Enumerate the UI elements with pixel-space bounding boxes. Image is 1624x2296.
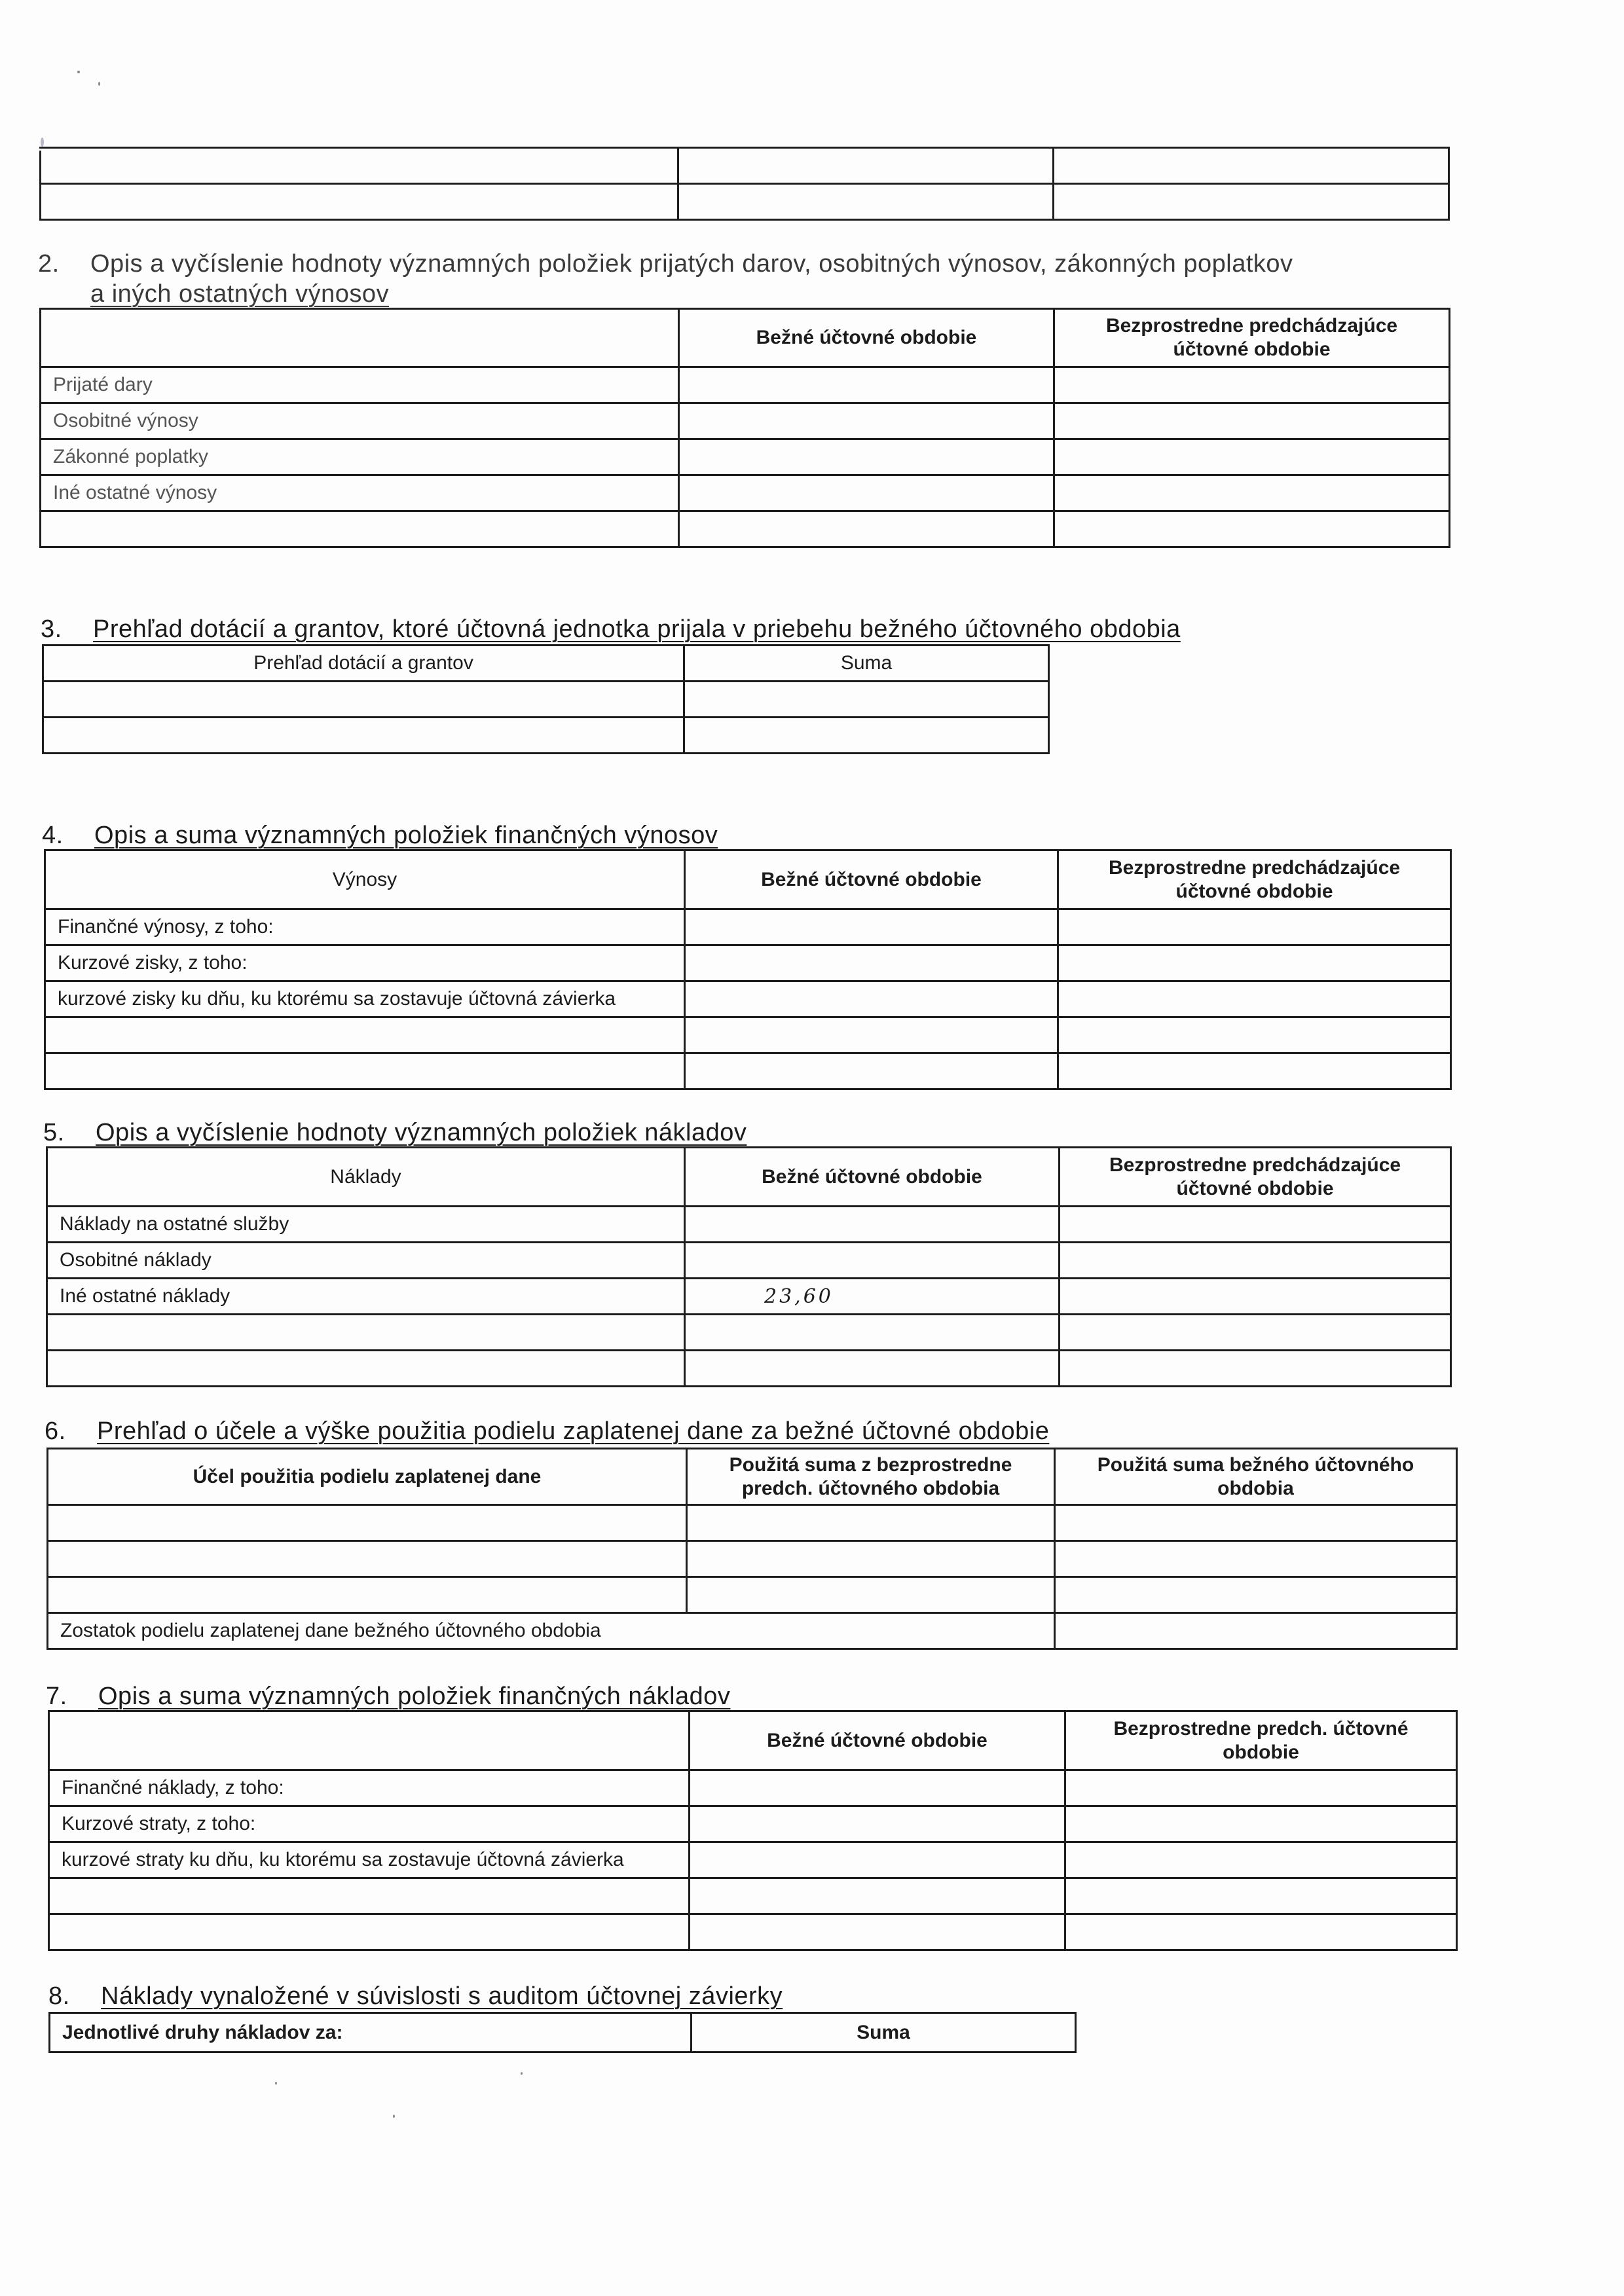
previous-period-cell[interactable] — [1058, 981, 1451, 1017]
previous-period-cell[interactable] — [1065, 1914, 1457, 1950]
top-continuation-table — [39, 147, 1450, 221]
scan-speck — [41, 137, 44, 147]
section-3-table — [42, 644, 1050, 754]
section-title: Opis a suma významných položiek finančných výnosov — [94, 822, 718, 849]
section-3-heading — [41, 615, 1181, 644]
previous-period-cell[interactable] — [1054, 367, 1450, 403]
current-period-cell[interactable] — [679, 439, 1054, 475]
previous-period-cell[interactable] — [1060, 1351, 1451, 1387]
column-header — [41, 309, 679, 367]
column-header: Prehľad dotácií a grantov — [43, 646, 684, 682]
current-period-cell[interactable] — [679, 403, 1054, 439]
column-header: Účel použitia podielu zaplatenej dane — [48, 1449, 687, 1505]
curr-sum-cell[interactable] — [1055, 1541, 1457, 1577]
section-8-table — [48, 2012, 1077, 2053]
previous-period-cell[interactable] — [1054, 511, 1450, 547]
current-period-cell[interactable] — [685, 1053, 1058, 1089]
current-period-cell[interactable] — [685, 1017, 1058, 1053]
grant-name-cell[interactable] — [43, 682, 684, 718]
previous-period-cell[interactable] — [1054, 439, 1450, 475]
column-header: Suma — [692, 2013, 1076, 2052]
section-2-heading-line2 — [90, 280, 389, 308]
grant-sum-cell[interactable] — [684, 682, 1049, 718]
column-header: Bežné účtovné obdobie — [690, 1711, 1065, 1770]
grant-name-cell[interactable] — [43, 718, 684, 754]
column-header: Bezprostredne predchádzajúce účtovné obdobie — [1060, 1148, 1451, 1207]
current-period-cell[interactable] — [690, 1806, 1065, 1842]
section-title: Prehľad o účele a výške použitia podielu zaplatenej dane za bežné účtovné obdobie — [97, 1417, 1050, 1445]
row-label[interactable] — [47, 1351, 685, 1387]
scan-speck — [275, 2082, 277, 2085]
remaining-tax-share-value[interactable] — [1055, 1613, 1457, 1649]
section-6-table — [46, 1448, 1458, 1650]
previous-period-cell[interactable] — [1065, 1770, 1457, 1806]
current-period-cell[interactable] — [690, 1878, 1065, 1914]
column-header: Suma — [684, 646, 1049, 682]
previous-period-cell[interactable] — [1065, 1878, 1457, 1914]
cell[interactable] — [1053, 148, 1449, 184]
previous-period-cell[interactable] — [1060, 1207, 1451, 1243]
column-header: Bežné účtovné obdobie — [685, 1148, 1060, 1207]
section-title: Opis a vyčíslenie hodnoty významných položiek prijatých darov, osobitných výnosov, zákonných poplatkov — [90, 250, 1293, 278]
scan-speck — [393, 2115, 395, 2118]
column-header: Použitá suma z bezprostredne predch. účtovného obdobia — [687, 1449, 1055, 1505]
section-title: Opis a vyčíslenie hodnoty významných položiek nákladov — [96, 1119, 747, 1146]
current-period-cell[interactable] — [685, 1207, 1060, 1243]
section-number: 4. — [42, 822, 64, 849]
previous-period-cell[interactable] — [1065, 1842, 1457, 1878]
row-label[interactable] — [47, 1315, 685, 1351]
cell[interactable] — [39, 148, 678, 184]
prev-sum-cell[interactable] — [687, 1541, 1055, 1577]
handwritten-amount[interactable]: 23,60 — [685, 1279, 1060, 1315]
current-period-cell[interactable] — [685, 1243, 1060, 1279]
scan-speck — [98, 82, 100, 86]
row-label[interactable] — [49, 1914, 690, 1950]
current-period-cell[interactable] — [690, 1914, 1065, 1950]
row-label: Kurzové zisky, z toho: — [45, 945, 685, 981]
row-label: Finančné náklady, z toho: — [49, 1770, 690, 1806]
section-number: 8. — [48, 1982, 70, 2010]
current-period-cell[interactable] — [685, 945, 1058, 981]
previous-period-cell[interactable] — [1060, 1243, 1451, 1279]
section-title-line2: a iných ostatných výnosov — [90, 280, 390, 308]
section-title: Náklady vynaložené v súvislosti s auditom účtovnej závierky — [101, 1982, 783, 2010]
section-2-heading — [38, 250, 1293, 278]
purpose-cell[interactable] — [48, 1505, 687, 1541]
row-label: Kurzové straty, z toho: — [49, 1806, 690, 1842]
section-5-table — [46, 1146, 1452, 1387]
section-number: 5. — [43, 1119, 65, 1146]
cell[interactable] — [1053, 184, 1449, 220]
section-number: 3. — [41, 615, 62, 643]
section-4-heading — [42, 822, 718, 850]
purpose-cell[interactable] — [48, 1577, 687, 1613]
previous-period-cell[interactable] — [1058, 1053, 1451, 1089]
previous-period-cell[interactable] — [1058, 909, 1451, 945]
section-number: 6. — [45, 1417, 66, 1445]
cost-types-label: Jednotlivé druhy nákladov za: — [50, 2013, 692, 2052]
section-2-table — [39, 308, 1450, 548]
column-header: Náklady — [47, 1148, 685, 1207]
curr-sum-cell[interactable] — [1055, 1577, 1457, 1613]
previous-period-cell[interactable] — [1058, 1017, 1451, 1053]
section-7-table — [48, 1710, 1458, 1951]
row-label: Finančné výnosy, z toho: — [45, 909, 685, 945]
previous-period-cell[interactable] — [1058, 945, 1451, 981]
previous-period-cell[interactable] — [1054, 475, 1450, 511]
row-label[interactable] — [49, 1878, 690, 1914]
column-header: Bezprostredne predchádzajúce účtovné obdobie — [1058, 850, 1451, 909]
row-label: Náklady na ostatné služby — [47, 1207, 685, 1243]
current-period-cell[interactable] — [685, 1351, 1060, 1387]
scan-speck — [521, 2072, 523, 2075]
section-8-heading — [48, 1982, 783, 2011]
section-number: 2. — [38, 250, 60, 278]
column-header: Bežné účtovné obdobie — [679, 309, 1054, 367]
scan-speck — [77, 71, 80, 73]
prev-sum-cell[interactable] — [687, 1505, 1055, 1541]
cell[interactable] — [678, 148, 1053, 184]
current-period-cell[interactable] — [679, 367, 1054, 403]
curr-sum-cell[interactable] — [1055, 1505, 1457, 1541]
section-7-heading — [46, 1683, 730, 1711]
column-header: Výnosy — [45, 850, 685, 909]
row-label: Osobitné náklady — [47, 1243, 685, 1279]
row-label: Zákonné poplatky — [41, 439, 679, 475]
column-header: Bezprostredne predch. účtovné obdobie — [1065, 1711, 1457, 1770]
section-6-heading — [45, 1417, 1049, 1446]
cell[interactable] — [678, 184, 1053, 220]
purpose-cell[interactable] — [48, 1541, 687, 1577]
column-header: Bezprostredne predchádzajúce účtovné obdobie — [1054, 309, 1450, 367]
current-period-cell[interactable] — [685, 1315, 1060, 1351]
current-period-cell[interactable] — [690, 1770, 1065, 1806]
remaining-tax-share-label: Zostatok podielu zaplatenej dane bežného účtovného obdobia — [48, 1613, 1055, 1649]
current-period-cell[interactable] — [690, 1842, 1065, 1878]
previous-period-cell[interactable] — [1060, 1279, 1451, 1315]
current-period-cell[interactable] — [679, 475, 1054, 511]
previous-period-cell[interactable] — [1065, 1806, 1457, 1842]
column-header — [49, 1711, 690, 1770]
column-header: Použitá suma bežného účtovného obdobia — [1055, 1449, 1457, 1505]
section-5-heading — [43, 1119, 747, 1147]
current-period-cell[interactable] — [685, 981, 1058, 1017]
row-label: Iné ostatné náklady — [47, 1279, 685, 1315]
row-label: kurzové straty ku dňu, ku ktorému sa zostavuje účtovná závierka — [49, 1842, 690, 1878]
row-label[interactable] — [45, 1017, 685, 1053]
current-period-cell[interactable] — [679, 511, 1054, 547]
current-period-cell[interactable] — [685, 909, 1058, 945]
previous-period-cell[interactable] — [1054, 403, 1450, 439]
grant-sum-cell[interactable] — [684, 718, 1049, 754]
section-number: 7. — [46, 1683, 67, 1710]
cell[interactable] — [39, 184, 678, 220]
row-label: Iné ostatné výnosy — [41, 475, 679, 511]
row-label[interactable] — [45, 1053, 685, 1089]
row-label: kurzové zisky ku dňu, ku ktorému sa zostavuje účtovná závierka — [45, 981, 685, 1017]
row-label: Osobitné výnosy — [41, 403, 679, 439]
row-label: Prijaté dary — [41, 367, 679, 403]
row-label[interactable] — [41, 511, 679, 547]
column-header: Bežné účtovné obdobie — [685, 850, 1058, 909]
section-4-table — [44, 849, 1452, 1090]
section-title: Opis a suma významných položiek finančných nákladov — [98, 1683, 731, 1710]
prev-sum-cell[interactable] — [687, 1577, 1055, 1613]
section-title: Prehľad dotácií a grantov, ktoré účtovná jednotka prijala v priebehu bežného účtovného obdobia — [93, 615, 1181, 643]
previous-period-cell[interactable] — [1060, 1315, 1451, 1351]
